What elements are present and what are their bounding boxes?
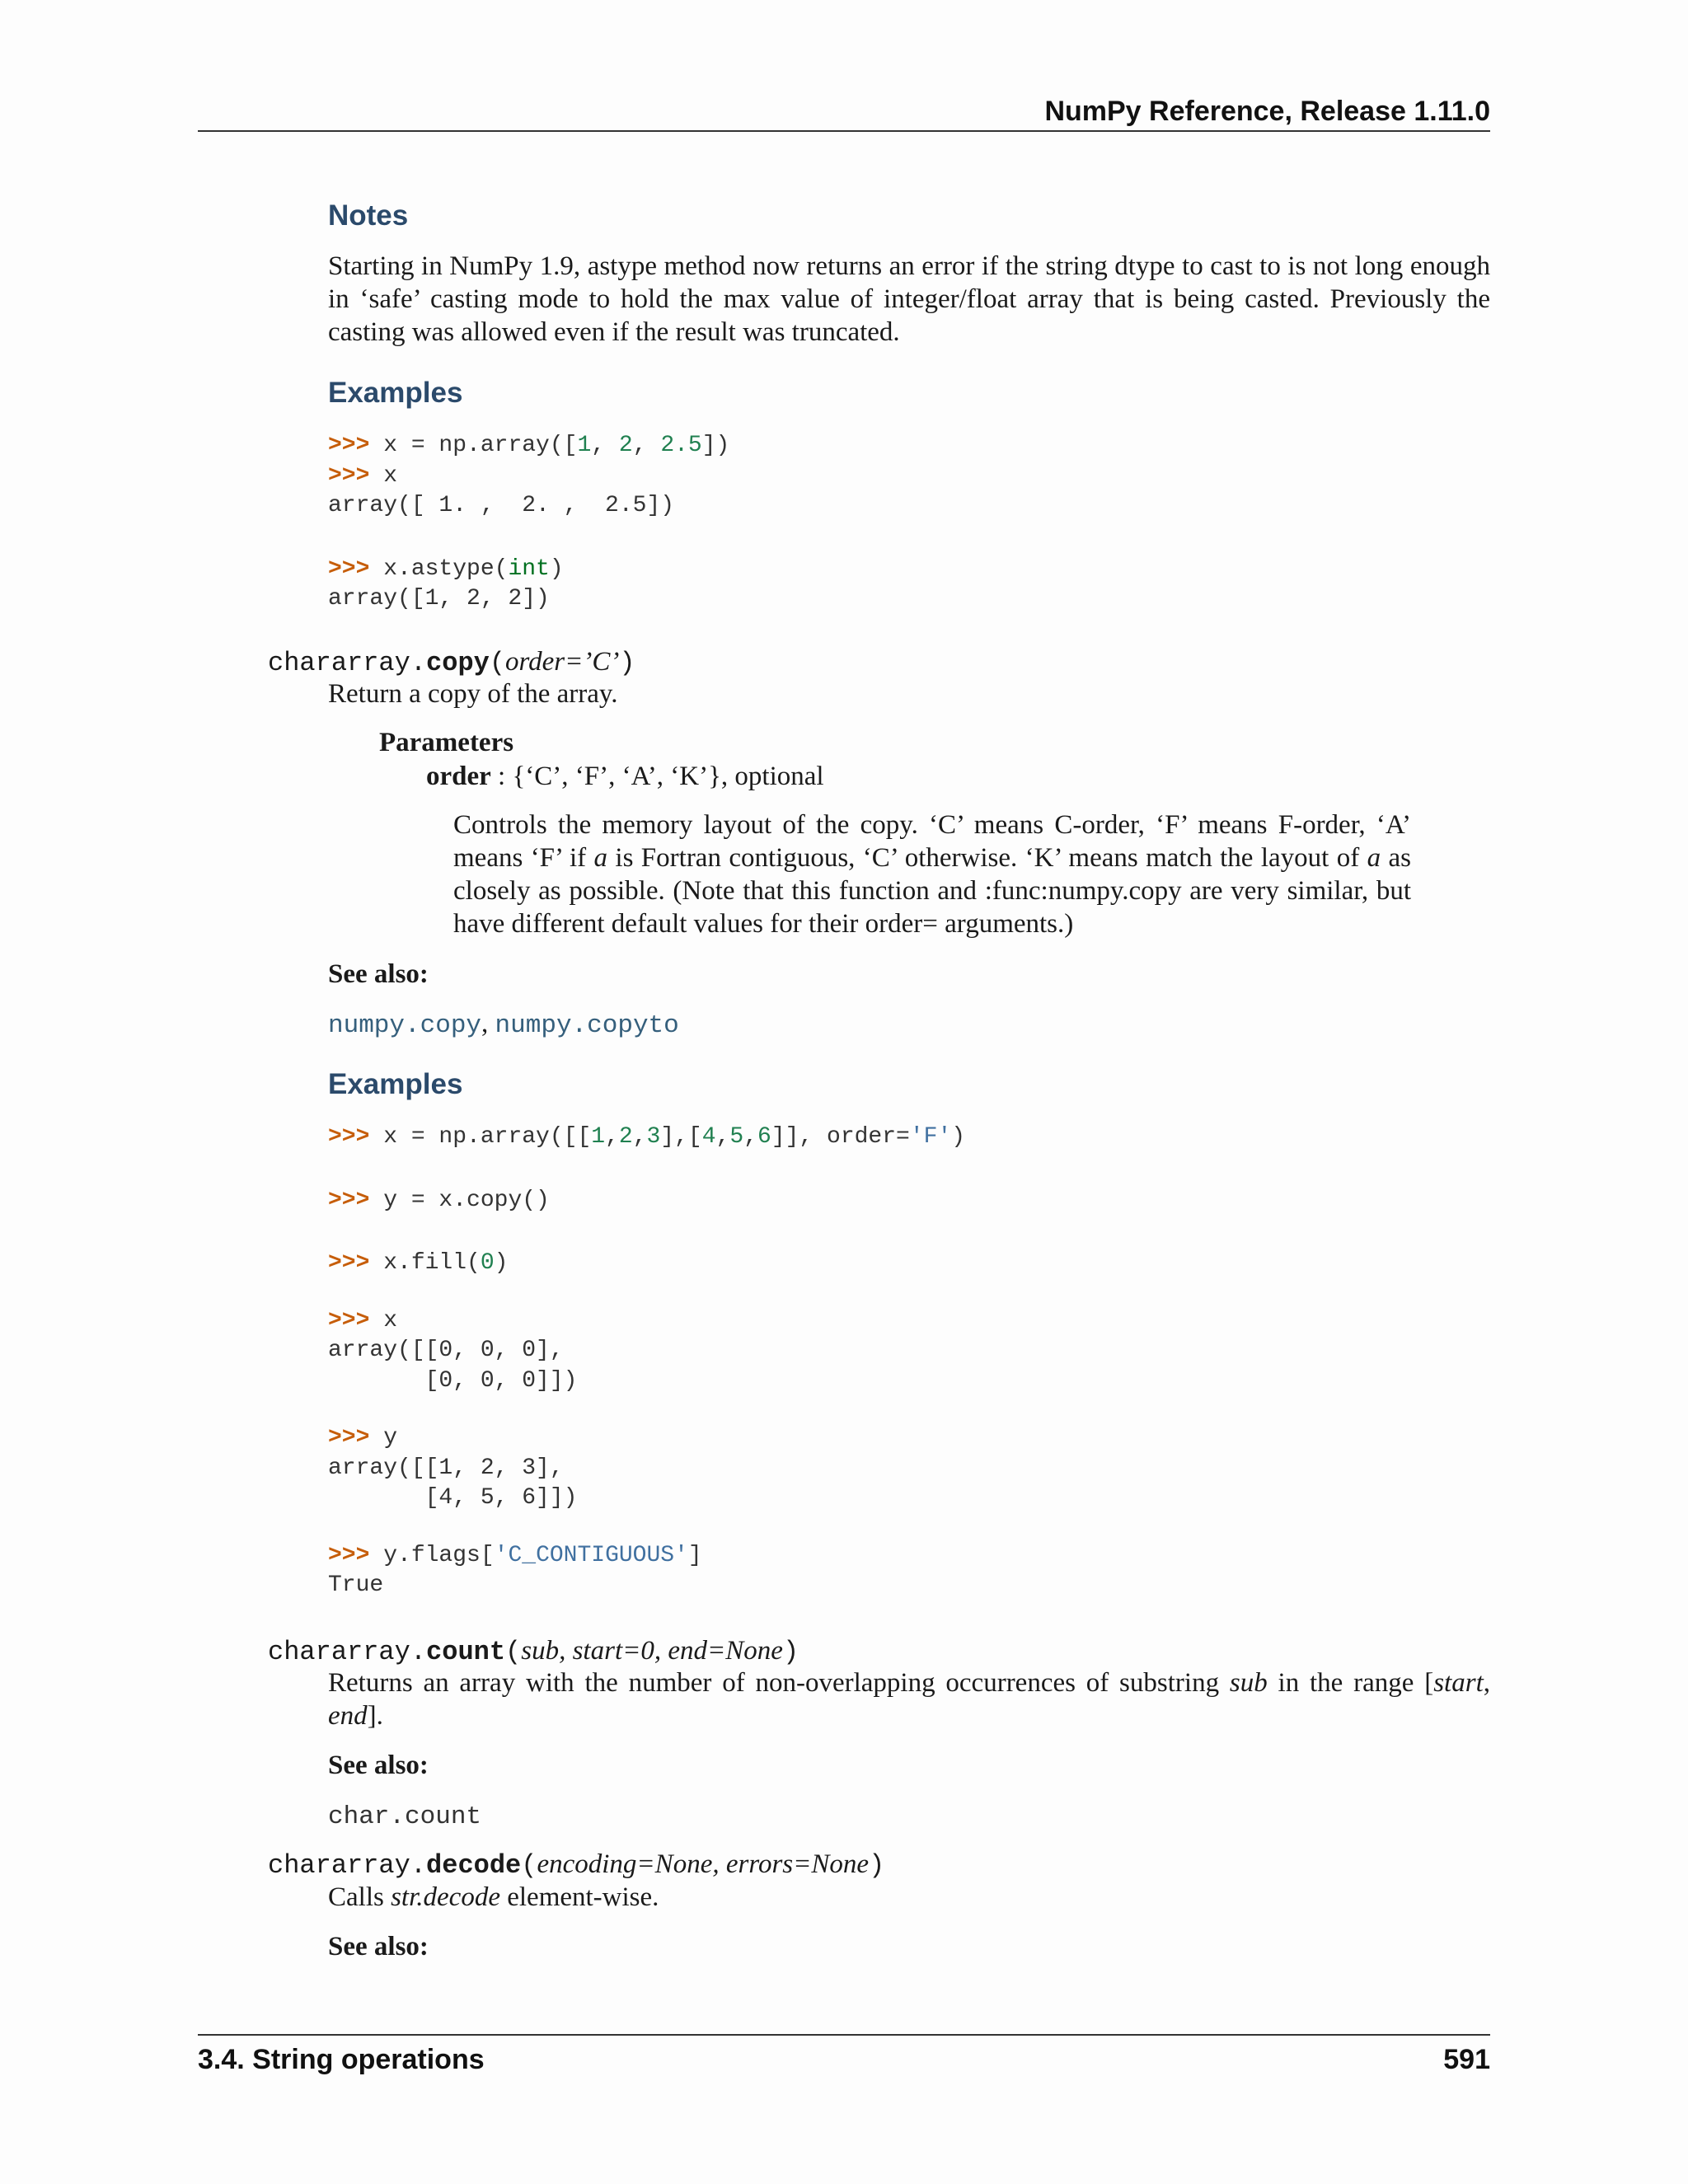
code-output: array([ 1. , 2. , 2.5]) bbox=[328, 493, 675, 518]
code-output: [4, 5, 6]]) bbox=[328, 1485, 578, 1511]
notes-heading: Notes bbox=[328, 199, 409, 232]
code-line: >>> x.fill(0) bbox=[328, 1250, 509, 1276]
code-line: >>> x = np.array([[1,2,3],[4,5,6]], order='F') bbox=[328, 1124, 966, 1150]
examples-heading: Examples bbox=[328, 377, 463, 409]
see-also-item bbox=[328, 1798, 481, 1834]
see-also-heading: See also: bbox=[328, 1932, 429, 1961]
link-char-count[interactable]: char.count bbox=[328, 1802, 482, 1831]
footer-section: 3.4. String operations bbox=[198, 2044, 485, 2075]
link-numpy-copyto[interactable]: numpy.copyto bbox=[495, 1011, 679, 1040]
code-line: >>> y bbox=[328, 1425, 398, 1451]
signature-count: chararray.count(sub, start=0, end=None) bbox=[268, 1636, 799, 1667]
code-line: >>> x = np.array([1, 2, 2.5]) bbox=[328, 433, 730, 458]
see-also-heading: See also: bbox=[328, 1750, 429, 1780]
decode-description: Calls str.decode element-wise. bbox=[328, 1882, 659, 1912]
code-block-copy bbox=[328, 1122, 965, 1601]
notes-text: Starting in NumPy 1.9, astype method now returns an error if the string dtype to cast to is not long enough in ‘safe’ casting mode to hold the max value of integer/float array that is being casted. Previously the casting was allowed even if the result was truncated. bbox=[328, 251, 1490, 347]
code-line: >>> x bbox=[328, 1307, 398, 1333]
code-line: >>> x.astype(int) bbox=[328, 555, 564, 582]
see-also-links: numpy.copy, numpy.copyto bbox=[328, 1009, 679, 1040]
copy-description: Return a copy of the array. bbox=[328, 679, 618, 709]
signature-copy: chararray.copy(order=’C’) bbox=[268, 647, 635, 678]
code-output: [0, 0, 0]]) bbox=[328, 1367, 578, 1394]
footer-rule bbox=[198, 2034, 1490, 2036]
page-number: 591 bbox=[1443, 2044, 1490, 2075]
code-line: >>> y = x.copy() bbox=[328, 1187, 550, 1213]
see-also-heading: See also: bbox=[328, 959, 429, 989]
param-order: order : {‘C’, ‘F’, ‘A’, ‘K’}, optional bbox=[426, 762, 824, 791]
signature-decode: chararray.decode(encoding=None, errors=None) bbox=[268, 1849, 885, 1881]
running-header: NumPy Reference, Release 1.11.0 bbox=[1044, 96, 1490, 127]
link-numpy-copy[interactable]: numpy.copy bbox=[328, 1011, 482, 1040]
parameters-heading: Parameters bbox=[379, 728, 514, 757]
code-line: >>> x bbox=[328, 462, 398, 489]
param-order-description: Controls the memory layout of the copy. ‘C’ means C-order, ‘F’ means F-order, ‘A’ means ‘F’ if a is Fortran contiguous, ‘C’ otherwise. ‘K’ means match the layout of a as closely as possible. (Note that this function and :func:numpy.copy are very similar, but have different default values for their order= arguments.) bbox=[453, 810, 1411, 939]
code-output: array([[0, 0, 0], bbox=[328, 1338, 564, 1363]
code-output: True bbox=[328, 1572, 384, 1598]
code-output: array([1, 2, 2]) bbox=[328, 586, 550, 612]
examples-heading: Examples bbox=[328, 1068, 463, 1100]
code-block-astype bbox=[328, 431, 729, 615]
code-output: array([[1, 2, 3], bbox=[328, 1455, 564, 1481]
code-line: >>> y.flags['C_CONTIGUOUS'] bbox=[328, 1542, 702, 1568]
count-description: Returns an array with the number of non-overlapping occurrences of substring sub in the range [start, end]. bbox=[328, 1668, 1490, 1731]
